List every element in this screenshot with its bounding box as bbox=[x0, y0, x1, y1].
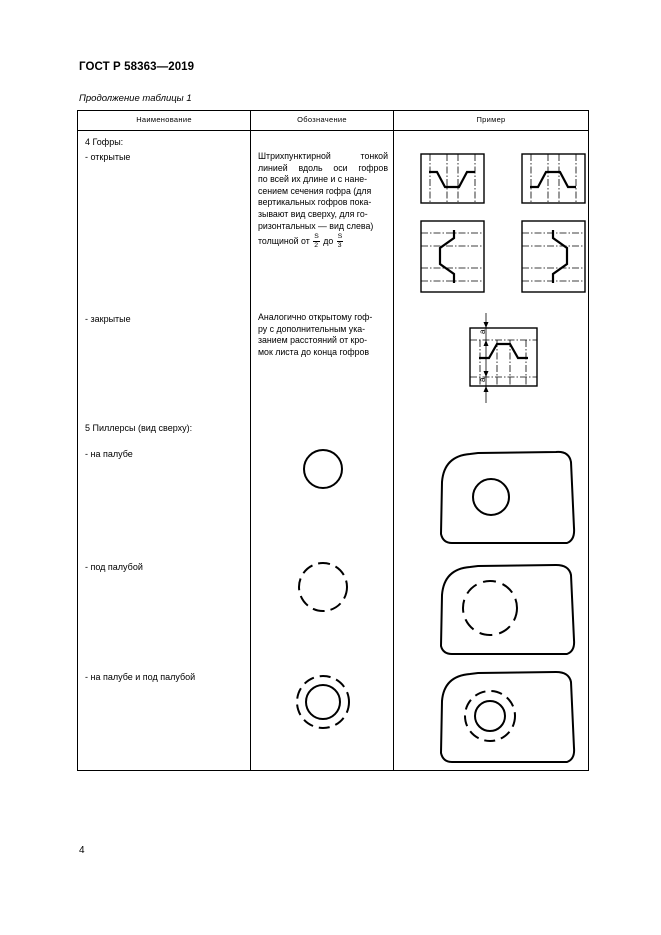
open-corrugation-horizontal-drawing-1 bbox=[421, 221, 484, 292]
pillar-on-and-under-deck-example bbox=[441, 672, 574, 762]
row-corrugations-title: 4 Гофры: bbox=[85, 137, 124, 147]
pillar-on-and-under-deck-symbol bbox=[297, 676, 349, 728]
row-pillars-under-deck-label: - под палубой bbox=[85, 562, 143, 572]
desc-line: занием расстояний от кро- bbox=[258, 335, 368, 346]
open-corrugation-vertical-drawing-2 bbox=[522, 154, 585, 203]
desc-line: мок листа до конца гофров bbox=[258, 346, 370, 357]
desc-thickness-text: толщиной от bbox=[258, 235, 310, 246]
fraction-numerator: S bbox=[337, 233, 343, 241]
desc-line: ру с дополнительным ука- bbox=[258, 323, 366, 334]
dimension-label-a-bottom: a bbox=[478, 377, 487, 382]
document-header: ГОСТ Р 58363—2019 bbox=[79, 61, 195, 73]
pillar-under-deck-symbol bbox=[299, 563, 347, 611]
row-pillars-on-deck-label: - на палубе bbox=[85, 449, 133, 459]
desc-line: сением сечения гофра (для bbox=[258, 185, 372, 196]
row-pillars-title: 5 Пиллерсы (вид сверху): bbox=[85, 423, 193, 433]
column-header-designation: Обозначение bbox=[297, 115, 347, 124]
open-corrugation-vertical-drawing-1 bbox=[421, 154, 484, 203]
desc-line: Аналогично открытому гоф- bbox=[258, 312, 373, 322]
open-corrugation-horizontal-drawing-2 bbox=[522, 221, 585, 292]
desc-line: Штрихпунктирной тонкой bbox=[258, 151, 388, 161]
pillar-under-deck-example bbox=[441, 565, 574, 654]
desc-line: ризонтальных — вид слева) bbox=[258, 220, 374, 231]
pillar-on-deck-example bbox=[441, 452, 574, 543]
desc-line: вертикальных гофров пока- bbox=[258, 197, 372, 208]
row-corrugations-closed-label: - закрытые bbox=[85, 314, 131, 324]
desc-to-text: до bbox=[323, 235, 334, 246]
desc-line: по всей их длине и с нане- bbox=[258, 174, 368, 185]
fraction-numerator: S bbox=[314, 233, 319, 241]
page-number: 4 bbox=[79, 845, 85, 856]
desc-line: линией вдоль оси гофров bbox=[258, 162, 388, 173]
column-header-name: Наименование bbox=[136, 115, 192, 124]
row-pillars-on-and-under-label: - на палубе и под палубой bbox=[85, 672, 196, 682]
fraction-denominator: 2 bbox=[314, 242, 318, 250]
pillar-on-deck-symbol bbox=[304, 450, 342, 488]
table-caption: Продолжение таблицы 1 bbox=[79, 93, 192, 104]
closed-corrugation-drawing bbox=[470, 313, 537, 403]
row-corrugations-open-label: - открытые bbox=[85, 152, 131, 162]
desc-line: зывают вид сверху, для го- bbox=[258, 208, 368, 219]
fraction-denominator: 3 bbox=[337, 242, 342, 250]
dimension-label-a-top: a bbox=[478, 329, 487, 334]
column-header-example: Пример bbox=[476, 115, 506, 124]
